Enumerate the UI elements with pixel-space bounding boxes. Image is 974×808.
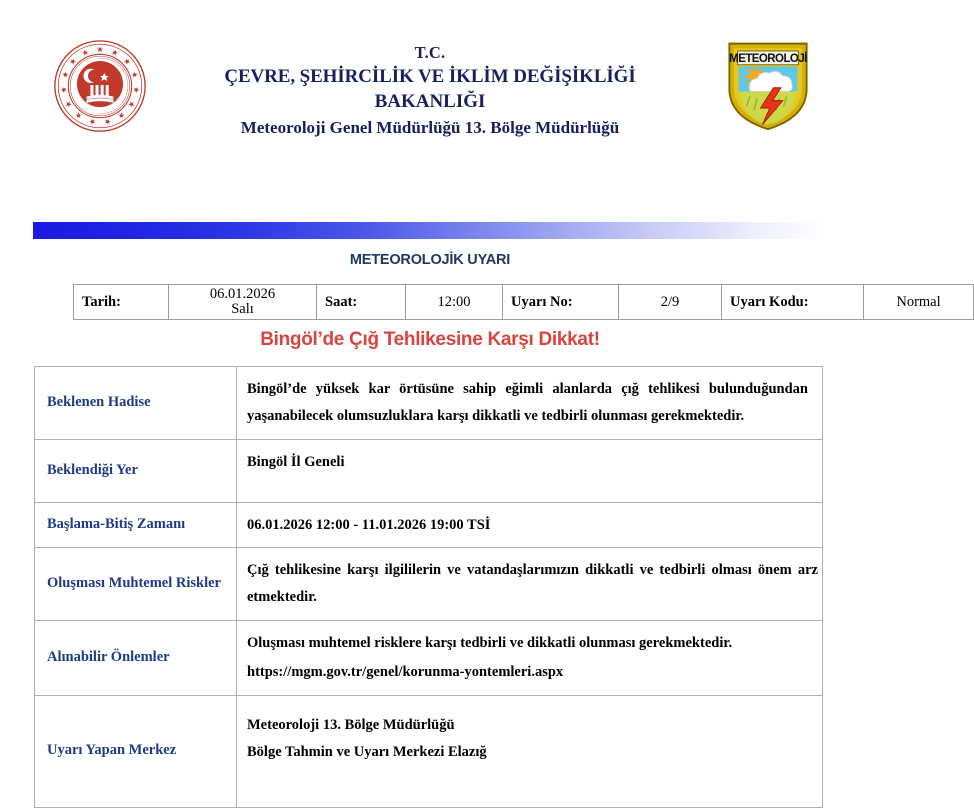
row-value-start-end-time: 06.01.2026 12:00 - 11.01.2026 19:00 TSİ: [237, 502, 823, 548]
table-row: [35, 367, 823, 440]
meteoroloji-shield-icon: [722, 38, 814, 132]
time-label: Saat:: [317, 285, 406, 320]
table-row: [35, 695, 823, 807]
date-weekday-text: Salı: [231, 301, 254, 317]
row-label-precautions: Alınabilir Önlemler: [35, 621, 237, 696]
row-label-expected-area: Beklendiği Yer: [35, 439, 237, 502]
issuing-center-line-2: Bölge Tahmin ve Uyarı Merkezi Elazığ: [247, 743, 487, 760]
row-value-expected-area: Bingöl İl Geneli: [237, 439, 823, 502]
warning-details-table: [34, 366, 823, 808]
row-value-issuing-center: [237, 695, 823, 807]
time-value: 12:00: [406, 285, 503, 320]
table-row: [35, 439, 823, 502]
warning-code-value: Normal: [864, 285, 974, 320]
svg-text:METEOROLOJİ: METEOROLOJİ: [729, 53, 807, 65]
section-title: METEOROLOJİK UYARI: [349, 252, 511, 268]
table-row: [35, 621, 823, 696]
row-value-expected-event: Bingöl’de yüksek kar örtüsüne sahip eğimli alanlarda çığ tehlikesi bulunduğundan yaşanabilecek olumsuzluklara karşı dikkatli ve tedbirli olunması gerekmektedir.: [237, 367, 823, 440]
table-row: [35, 548, 823, 621]
warning-no-label: Uyarı No:: [503, 285, 619, 320]
row-value-precautions: [237, 621, 823, 696]
turkish-ministry-seal-icon: [52, 38, 148, 134]
row-label-possible-risks: Oluşması Muhtemel Riskler: [35, 548, 237, 621]
precautions-text: Oluşması muhtemel risklere karşı tedbirli ve dikkatli olunması gerekmektedir.: [247, 635, 733, 652]
info-table-row: [74, 285, 974, 320]
warning-headline: Bingöl’de Çığ Tehlikesine Karşı Dikkat!: [260, 329, 600, 350]
header-title-block: [180, 42, 680, 139]
date-value-text: 06.01.2026: [209, 285, 276, 302]
header-title-directorate: Meteoroloji Genel Müdürlüğü 13. Bölge Müdürlüğü: [240, 117, 620, 137]
row-value-possible-risks: Çığ tehlikesine karşı ilgililerin ve vatandaşlarımızın dikkatli ve tedbirli olması önem arz etmektedir.: [237, 548, 823, 621]
blue-gradient-bar: [33, 222, 823, 239]
header-title-tc: T.C.: [414, 43, 446, 62]
document-header: [0, 0, 860, 205]
precautions-url-link[interactable]: https://mgm.gov.tr/genel/korunma-yontemleri.aspx: [247, 663, 564, 680]
date-label: Tarih:: [74, 285, 169, 320]
header-title-ministry: ÇEVRE, ŞEHİRCİLİK VE İKLİM DEĞİŞİKLİĞİ: [224, 65, 636, 87]
header-title-bakanlik: BAKANLIĞI: [374, 90, 486, 112]
warning-no-value: 2/9: [619, 285, 722, 320]
row-label-issuing-center: Uyarı Yapan Merkez: [35, 695, 237, 807]
issuing-center-line-1: Meteoroloji 13. Bölge Müdürlüğü: [247, 716, 455, 733]
table-row: [35, 502, 823, 548]
warning-info-table: [73, 284, 974, 320]
row-label-start-end-time: Başlama-Bitiş Zamanı: [35, 502, 237, 548]
row-label-expected-event: Beklenen Hadise: [35, 367, 237, 440]
date-value: [169, 285, 317, 320]
warning-code-label: Uyarı Kodu:: [722, 285, 864, 320]
